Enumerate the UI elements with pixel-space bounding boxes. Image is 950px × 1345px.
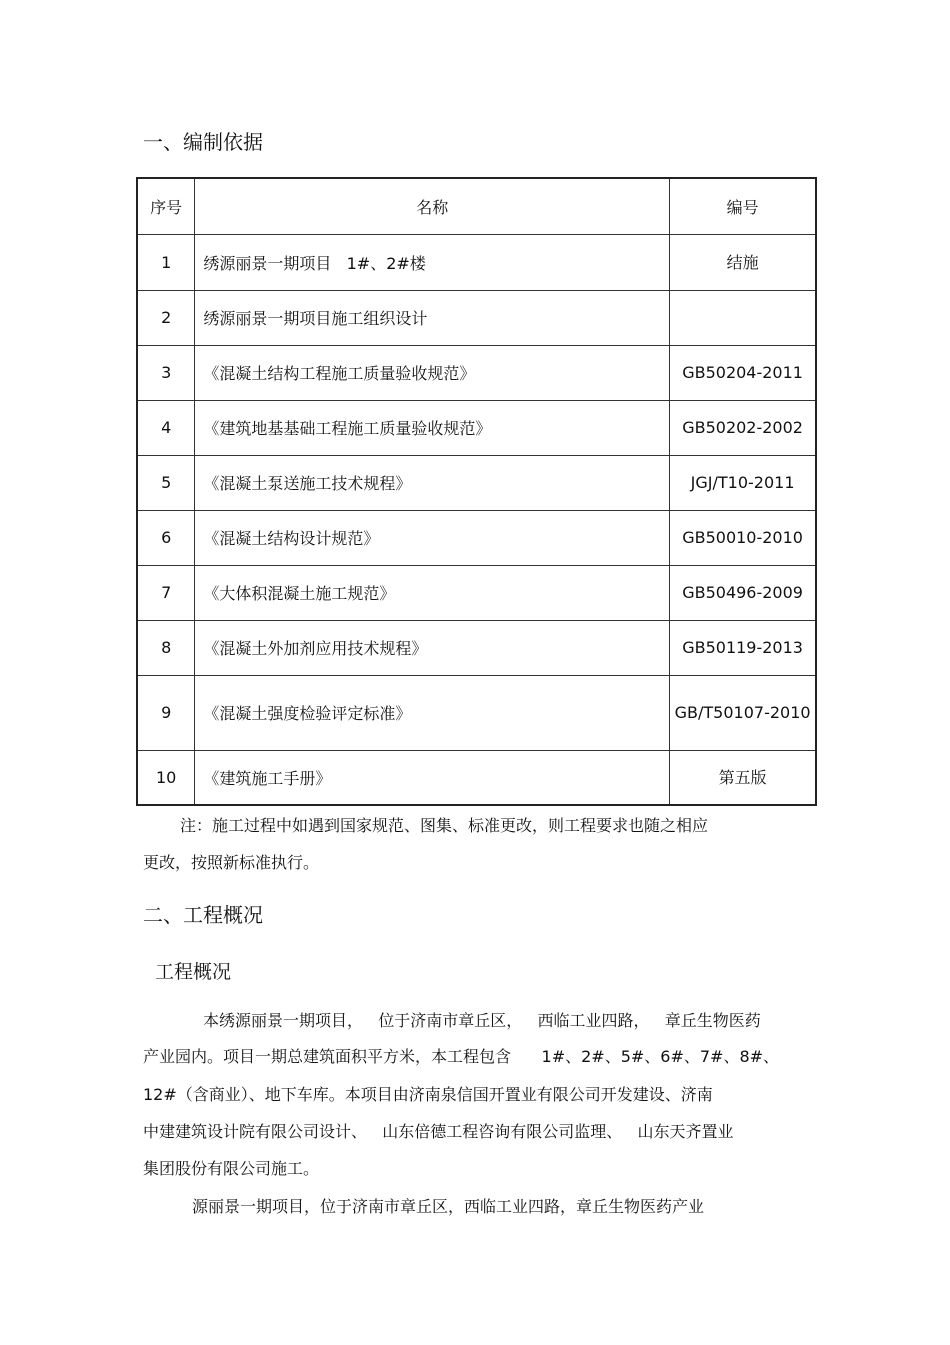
table-row [137, 675, 816, 750]
row-code-text: GB50202-2002 [682, 418, 803, 437]
paragraph-line: 中建建筑设计院有限公司设计、 山东倍德工程咨询有限公司监理、 山东天齐置业 [143, 1122, 734, 1141]
header-index: 序号 [137, 178, 195, 234]
header-code: 编号 [670, 178, 816, 234]
row-code [670, 675, 816, 750]
row-code [670, 345, 816, 400]
row-name: 《建筑施工手册》 [195, 750, 670, 805]
row-name: 《建筑地基基础工程施工质量验收规范》 [195, 400, 670, 455]
row-index: 10 [137, 750, 195, 805]
row-name: 《大体积混凝土施工规范》 [195, 565, 670, 620]
row-index: 3 [137, 345, 195, 400]
row-index: 7 [137, 565, 195, 620]
section-heading-overview: 二、工程概况 [143, 903, 263, 927]
table-header-row [137, 178, 816, 234]
row-code [670, 400, 816, 455]
table-row [137, 400, 816, 455]
row-index: 2 [137, 290, 195, 345]
section-heading-basis: 一、编制依据 [143, 130, 263, 154]
row-name: 《混凝土强度检验评定标准》 [195, 675, 670, 750]
paragraph-line: 集团股份有限公司施工。 [143, 1159, 320, 1178]
row-code [670, 620, 816, 675]
row-name: 《混凝土外加剂应用技术规程》 [195, 620, 670, 675]
subheading-overview: 工程概况 [155, 961, 232, 983]
paragraph-line: 产业园内。项目一期总建筑面积平方米，本工程包含 1#、2#、5#、6#、7#、8#、 [143, 1047, 780, 1066]
row-name: 《混凝土结构工程施工质量验收规范》 [195, 345, 670, 400]
row-name: 《混凝土泵送施工技术规程》 [195, 455, 670, 510]
row-code [670, 234, 816, 290]
table-row [137, 345, 816, 400]
row-code [670, 510, 816, 565]
row-index: 9 [137, 675, 195, 750]
row-index: 8 [137, 620, 195, 675]
table-row [137, 290, 816, 345]
row-index: 5 [137, 455, 195, 510]
row-code-text: 结施 [726, 252, 759, 272]
header-name: 名称 [195, 178, 670, 234]
row-code [670, 290, 816, 345]
row-code-text: GB/T50107-2010 [674, 703, 811, 722]
row-code-text: GB50119-2013 [682, 638, 803, 657]
table-row [137, 234, 816, 290]
table-row [137, 620, 816, 675]
row-code [670, 455, 816, 510]
row-code-text: GB50010-2010 [682, 528, 803, 547]
row-index: 4 [137, 400, 195, 455]
row-index: 1 [137, 234, 195, 290]
paragraph-line: 本绣源丽景一期项目， 位于济南市章丘区， 西临工业四路， 章丘生物医药 [203, 1011, 761, 1030]
table-row [137, 750, 816, 805]
row-name: 《混凝土结构设计规范》 [195, 510, 670, 565]
row-code [670, 750, 816, 805]
row-code-text: 第五版 [718, 767, 767, 787]
row-code [670, 565, 816, 620]
row-name: 绣源丽景一期项目 1#、2#楼 [195, 234, 670, 290]
row-index: 6 [137, 510, 195, 565]
row-code-text: GB50204-2011 [682, 363, 803, 382]
row-code-text: JGJ/T10-2011 [690, 473, 795, 492]
row-code-text: GB50496-2009 [682, 583, 803, 602]
note-line-1: 注：施工过程中如遇到国家规范、图集、标准更改，则工程要求也随之相应 [180, 816, 709, 835]
paragraph-line: 源丽景一期项目，位于济南市章丘区，西临工业四路，章丘生物医药产业 [192, 1197, 705, 1216]
table-row [137, 565, 816, 620]
note-line-2: 更改，按照新标准执行。 [143, 853, 320, 872]
table-row [137, 510, 816, 565]
table-row [137, 455, 816, 510]
row-name: 绣源丽景一期项目施工组织设计 [195, 290, 670, 345]
paragraph-line: 12#（含商业）、地下车库。本项目由济南泉信国开置业有限公司开发建设、济南 [143, 1085, 713, 1104]
basis-table [136, 177, 817, 806]
